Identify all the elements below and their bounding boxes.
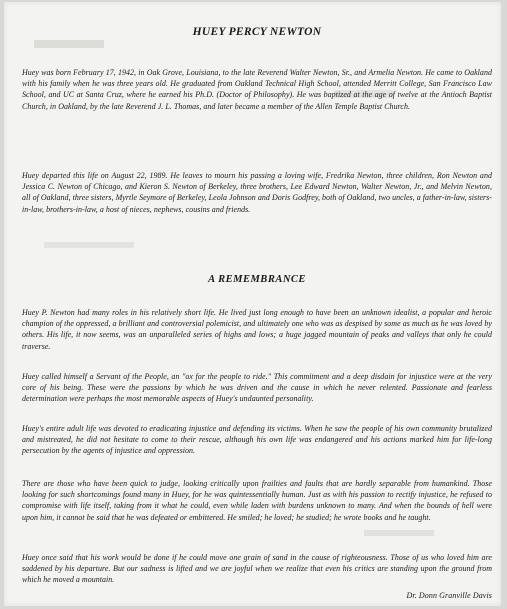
author-signature: Dr. Donn Granville Davis: [406, 591, 492, 600]
obituary-paragraph: Huey departed this life on August 22, 1989. He leaves to mourn his passing a loving wife, Fredrika Newton, three children, Ron Newton and Jessica C. Newton of Chicago, and Kieron S. Newton of Berkeley, three brothers, Lee Edward Newton, Walter Newton, Jr., and Melvin Newton, all of Oakland, three sisters, Myrtle Seymore of Berkeley, Leola Johnson and Doris Godfrey, both of Oakland, two uncles, a father-in-law, sisters-in-law, brothers-in-law, a host of nieces, nephews, cousins and friends.: [22, 171, 492, 214]
remembrance-paragraph: Huey P. Newton had many roles in his relatively short life. He lived just long enough to have been an unknown idealist, a popular and heroic champion of the oppressed, a brilliant and controversial polemicist, and ultimately one who was as despised by some as much as he was loved by others. His life, it now seems, was an unparalleled series of highs and lows; a huge jagged mountain of peaks and valleys that only he could traverse.: [22, 308, 492, 351]
remembrance-paragraph: Huey called himself a Servant of the People, an "ox for the people to ride." This commitment and a deep disdain for injustice were at the very core of his being. These were the passions by which he was driven and the cause in which he never relented. Passionate and fearless determination were perhaps the most memorable aspects of Huey's undaunted personality.: [22, 372, 492, 404]
bleed-through-mark: [34, 40, 104, 48]
biography-paragraph: Huey was born February 17, 1942, in Oak Grove, Louisiana, to the late Reverend Walter Newton, Sr., and Armelia Newton. He came to Oakland with his family when he was three years old. He graduated from Oakland Technical High School, attended Merritt College, San Francisco Law School, and UC at Santa Cruz, where he earned his Ph.D. (Doctor of Philosophy). He was baptized at the age of twelve at the Antioch Baptist Church, in Oakland, by the late Reverend J. L. Thomas, and later became a member of the Allen Temple Baptist Church.: [22, 68, 492, 111]
bleed-through-mark: [44, 242, 134, 248]
remembrance-paragraph: There are those who have been quick to judge, looking critically upon frailties and faults that are hardly separable from humankind. Those looking for such shortcomings found many in Huey, for he was quintessentially human. Just as with his passion to rectify injustice, he refused to compromise with life itself, taking from it what he could, even while laden with burdens unknown to many. And when the bounds of hell were upon him, it cannot be said that he was defeated or embittered. He smiled; he loved; he studied; he wrote books and he taught.: [22, 479, 492, 522]
bleed-through-mark: [364, 530, 434, 536]
document-page: [4, 2, 501, 606]
remembrance-paragraph: Huey's entire adult life was devoted to eradicating injustice and defending its victims. When he saw the people of his own community brutalized and mistreated, he did not hesitate to come to their rescue, although his own life was endangered and his actions marked him for life-long persecution by the agents of injustice and oppression.: [22, 424, 492, 456]
remembrance-title: A REMEMBRANCE: [208, 274, 306, 285]
document-title: HUEY PERCY NEWTON: [192, 26, 322, 38]
remembrance-paragraph: Huey once said that his work would be done if he could move one grain of sand in the cause of righteousness. Those of us who loved him are saddened by his departure. But our sadness is lifted and we are joyful when we realize that even his critics are standing upon the ground from which he moved a mountain.: [22, 553, 492, 585]
